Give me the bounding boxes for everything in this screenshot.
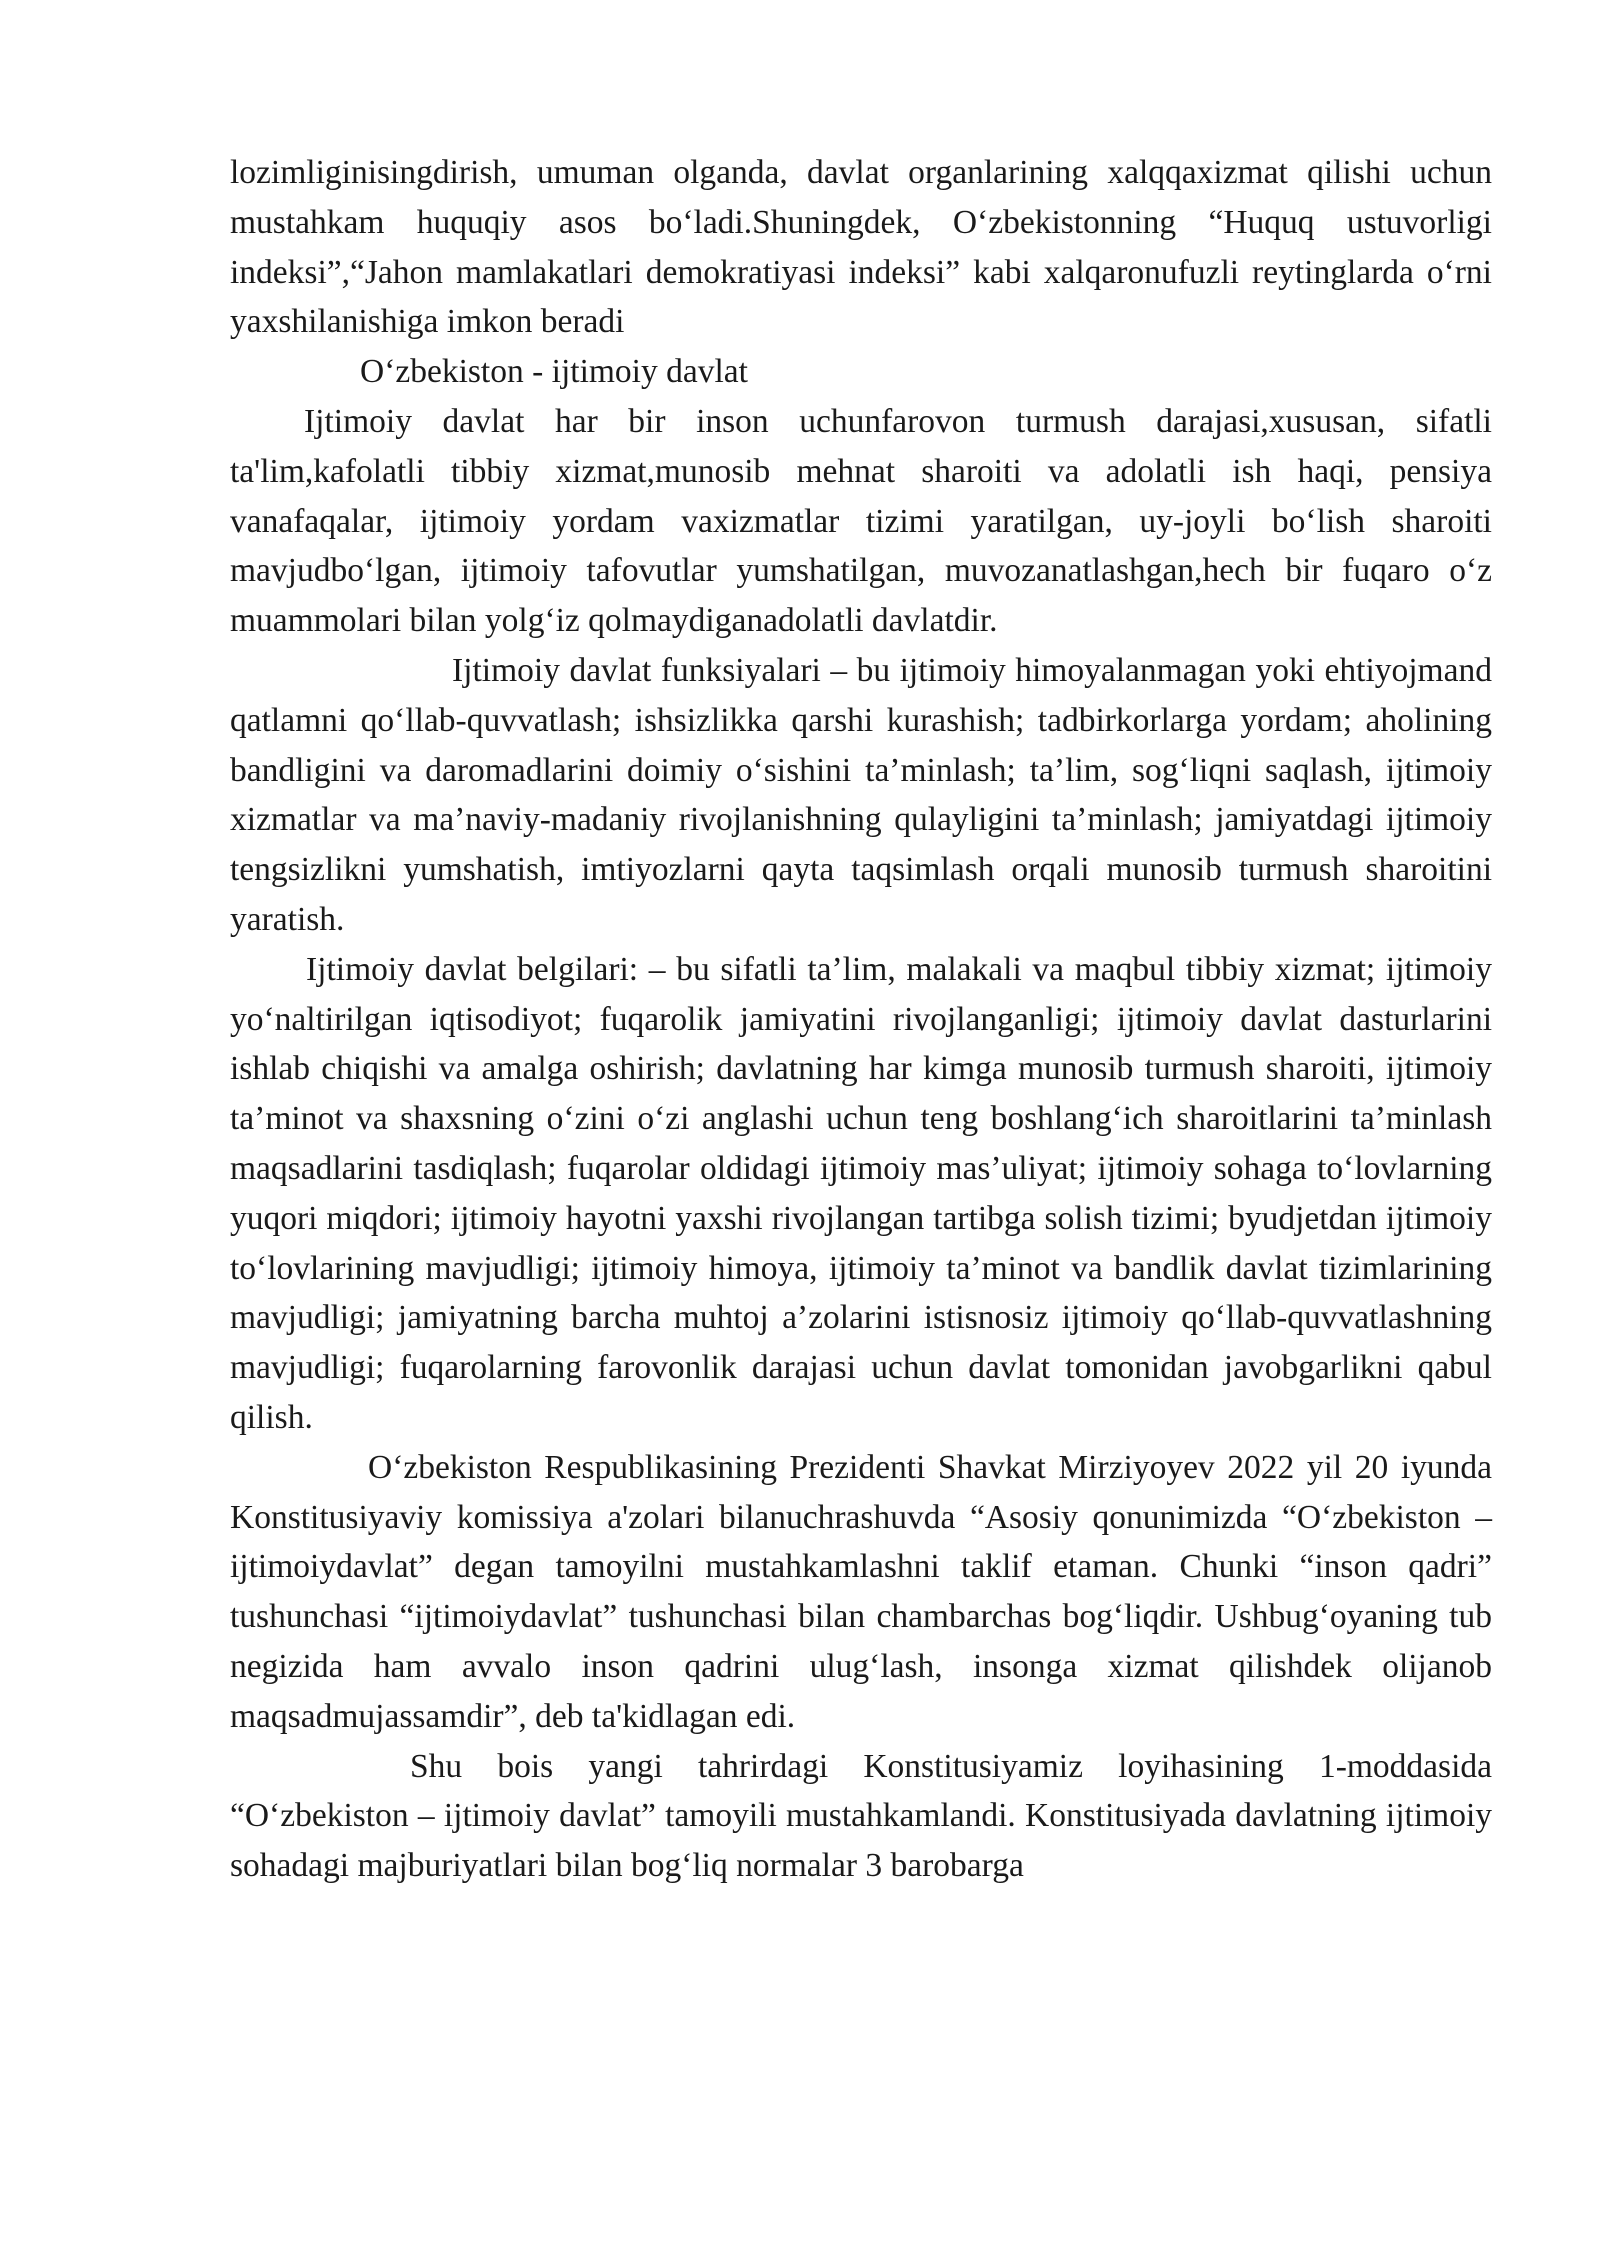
paragraph-definition: Ijtimoiy davlat har bir inson uchunfarovon turmush darajasi,xususan, sifatli ta'lim,kafolatli tibbiy xizmat,munosib mehnat sharoiti va adolatli ish haqi, pensiya vanafaqalar, ijtimoiy yordam vaxizmatlar tizimi yaratilgan, uy-joyli bo‘lish sharoiti mavjudbo‘lgan, ijtimoiy tafovutlar yumshatilgan, muvozanatlashgan,hech bir fuqaro o‘z muammolari bilan yolg‘iz qolmaydiganadolatli davlatdir. — [230, 402, 1492, 640]
paragraph-features: Ijtimoiy davlat belgilari: – bu sifatli ta’lim, malakali va maqbul tibbiy xizmat; ijtimoiy yo‘naltirilgan iqtisodiyot; fuqarolik jamiyatini rivojlanganligi; ijtimoiy davlat dasturlarini ishlab chiqishi va amalga oshirish; davlatning har kimga munosib turmush sharoiti, ijtimoiy ta’minot va shaxsning o‘zini o‘zi anglashi uchun teng boshlang‘ich sharoitlarini ta’minlash maqsadlarini tasdiqlash; fuqarolar oldidagi ijtimoiy mas’uliyat; ijtimoiy sohaga to‘lovlarning yuqori miqdori; ijtimoiy hayotni yaxshi rivojlangan tartibga solish tizimi; byudjetdan ijtimoiy to‘lovlarining mavjudligi; ijtimoiy himoya, ijtimoiy ta’minot va bandlik davlat tizimlarining mavjudligi; jamiyatning barcha muhtoj a’zolarini istisnosiz ijtimoiy qo‘llab-quvvatlashning mavjudligi; fuqarolarning farovonlik darajasi uchun davlat tomonidan javobgarlikni qabul qilish. — [230, 950, 1492, 1436]
paragraph-president-quote: O‘zbekiston Respublikasining Prezidenti Shavkat Mirziyoyev 2022 yil 20 iyunda Konstitusiyaviy komissiya a'zolari bilanuchrashuvda “Asosiy qonunimizda “O‘zbekiston – ijtimoiydavlat” degan tamoyilni mustahkamlashni taklif etaman. Chunki “inson qadri” tushunchasi “ijtimoiydavlat” tushunchasi bilan chambarchas bog‘liqdir. Ushbug‘oyaning tub negizida ham avvalo inson qadrini ulug‘lash, insonga xizmat qilishdek olijanob maqsadmujassamdir”, deb ta'kidlagan edi. — [230, 1448, 1492, 1735]
section-heading: O‘zbekiston - ijtimoiy davlat — [360, 353, 748, 391]
paragraph-functions: Ijtimoiy davlat funksiyalari – bu ijtimoiy himoyalanmagan yoki ehtiyojmand qatlamni qo‘llab-quvvatlash; ishsizlikka qarshi kurashish; tadbirkorlarga yordam; aholining bandligini va daromadlarini doimiy o‘sishini ta’minlash; ta’lim, sog‘liqni saqlash, ijtimoiy xizmatlar va ma’naviy-madaniy rivojlanishning qulayligini ta’minlash; jamiyatdagi ijtimoiy tengsizlikni yumshatish, imtiyozlarni qayta taqsimlash orqali munosib turmush sharoitini yaratish. — [230, 651, 1492, 938]
document-page — [230, 148, 1492, 1891]
paragraph-constitution: Shu bois yangi tahrirdagi Konstitusiyamiz loyihasining 1-moddasida “O‘zbekiston – ijtimoiy davlat” tamoyili mustahkamlandi. Konstitusiyada davlatning ijtimoiy sohadagi majburiyatlari bilan bog‘liq normalar 3 barobarga — [230, 1747, 1492, 1885]
paragraph-intro: lozimliginisingdirish, umuman olganda, davlat organlarining xalqqaxizmat qilishi uchun mustahkam huquqiy asos bo‘ladi.Shuningdek, O‘zbekistonning “Huquq ustuvorligi indeksi”,“Jahon mamlakatlari demokratiyasi indeksi” kabi xalqaronufuzli reytinglarda o‘rni yaxshilanishiga imkon beradi — [230, 154, 1492, 341]
